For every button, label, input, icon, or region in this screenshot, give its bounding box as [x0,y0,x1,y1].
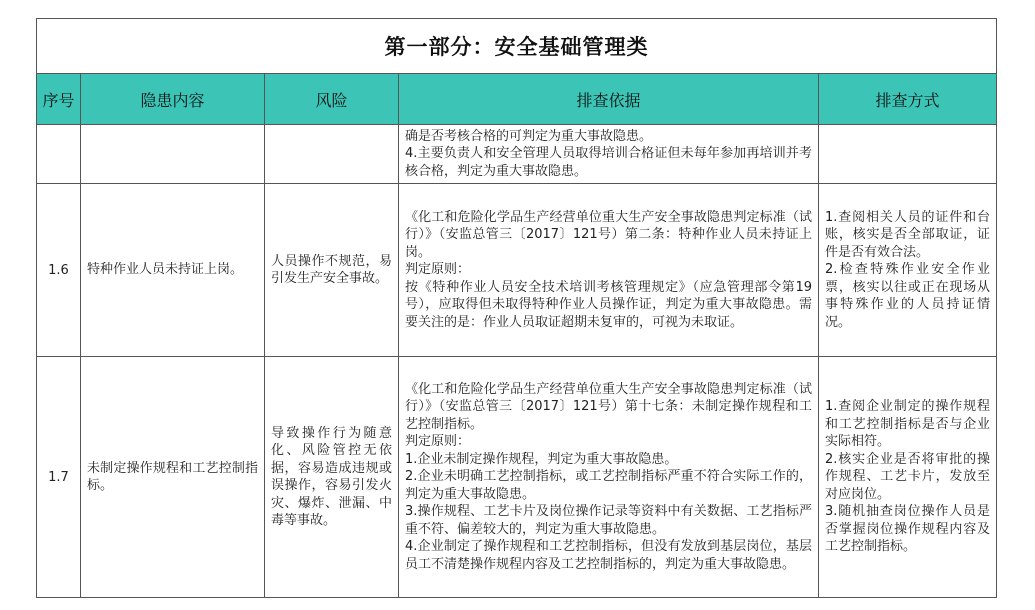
basis-line: 《化工和危险化学品生产经营单位重大生产安全事故隐患判定标准（试行）》（安监总管三〔2017〕121号）第二条：特种作业人员未持证上岗。 [405,209,812,260]
seq-cell [37,125,81,184]
basis-line: 判定原则： [405,434,471,450]
basis-cell [399,125,819,184]
basis-line: 判定原则： [405,262,471,278]
hazard-cell: 特种作业人员未持证上岗。 [81,184,265,357]
basis-line: 1.企业未制定操作规程，判定为重大事故隐患。 [405,451,678,467]
method-line: 3.随机抽查岗位操作人员是否掌握岗位操作规程内容及工艺控制指标。 [825,504,991,555]
risk-cell [265,125,399,184]
seq-cell: 1.6 [37,184,81,357]
table-row [37,184,997,357]
method-cell [819,184,997,357]
risk-cell: 人员操作不规范，易引发生产安全事故。 [265,184,399,357]
header-hazard: 隐患内容 [81,74,265,125]
basis-cell [399,184,819,357]
basis-line: 2.企业未明确工艺控制指标，或工艺控制指标严重不符合实际工作的，判定为重大事故隐患。 [405,469,812,502]
header-basis: 排查依据 [399,74,819,125]
basis-cell [399,357,819,598]
header-row [37,74,997,125]
header-method: 排查方式 [819,74,997,125]
table-row [37,125,997,184]
hazard-cell [81,125,265,184]
document-page [36,18,996,598]
basis-line: 4.主要负责人和安全管理人员取得培训合格证但未每年参加再培训并考核合格，判定为重大事故隐患。 [405,146,812,179]
seq-cell: 1.7 [37,357,81,598]
hazard-table [36,18,997,598]
header-seq: 序号 [37,74,81,125]
basis-line: 3.操作规程、工艺卡片及岗位操作记录等资料中有关数据、工艺指标严重不符、偏差较大的，判定为重大事故隐患。 [405,504,812,537]
hazard-cell: 未制定操作规程和工艺控制指标。 [81,357,265,598]
method-line: 1.查阅企业制定的操作规程和工艺控制指标是否与企业实际相符。 [825,399,991,450]
table-title: 第一部分：安全基础管理类 [37,19,997,74]
basis-line: 4.企业制定了操作规程和工艺控制指标，但没有发放到基层岗位，基层员工不清楚操作规程内容及工艺控制指标的，判定为重大事故隐患。 [405,539,812,572]
risk-cell: 导致操作行为随意化、风险管控无依据，容易造成违规或误操作，容易引发火灾、爆炸、泄漏、中毒等事故。 [265,357,399,598]
basis-line: 《化工和危险化学品生产经营单位重大生产安全事故隐患判定标准（试行）》（安监总管三〔2017〕121号）第十七条：未制定操作规程和工艺控制指标。 [405,381,812,432]
method-line: 2.检查特殊作业安全作业票，核实以往或正在现场从事特殊作业的人员持证情况。 [825,262,991,330]
method-line: 1.查阅相关人员的证件和台账，核实是否全部取证，证件是否有效合法。 [825,209,991,260]
basis-line: 按《特种作业人员安全技术培训考核管理规定》（应急管理部令第19号），应取得但未取得特种作业人员操作证，判定为重大事故隐患。需要关注的是：作业人员取证超期未复审的，可视为未取证。 [405,279,812,330]
method-cell [819,357,997,598]
table-row [37,357,997,598]
method-line: 2.核实企业是否将审批的操作规程、工艺卡片，发放至对应岗位。 [825,451,991,502]
header-risk: 风险 [265,74,399,125]
method-cell [819,125,997,184]
basis-line: 确是否考核合格的可判定为重大事故隐患。 [405,128,653,144]
